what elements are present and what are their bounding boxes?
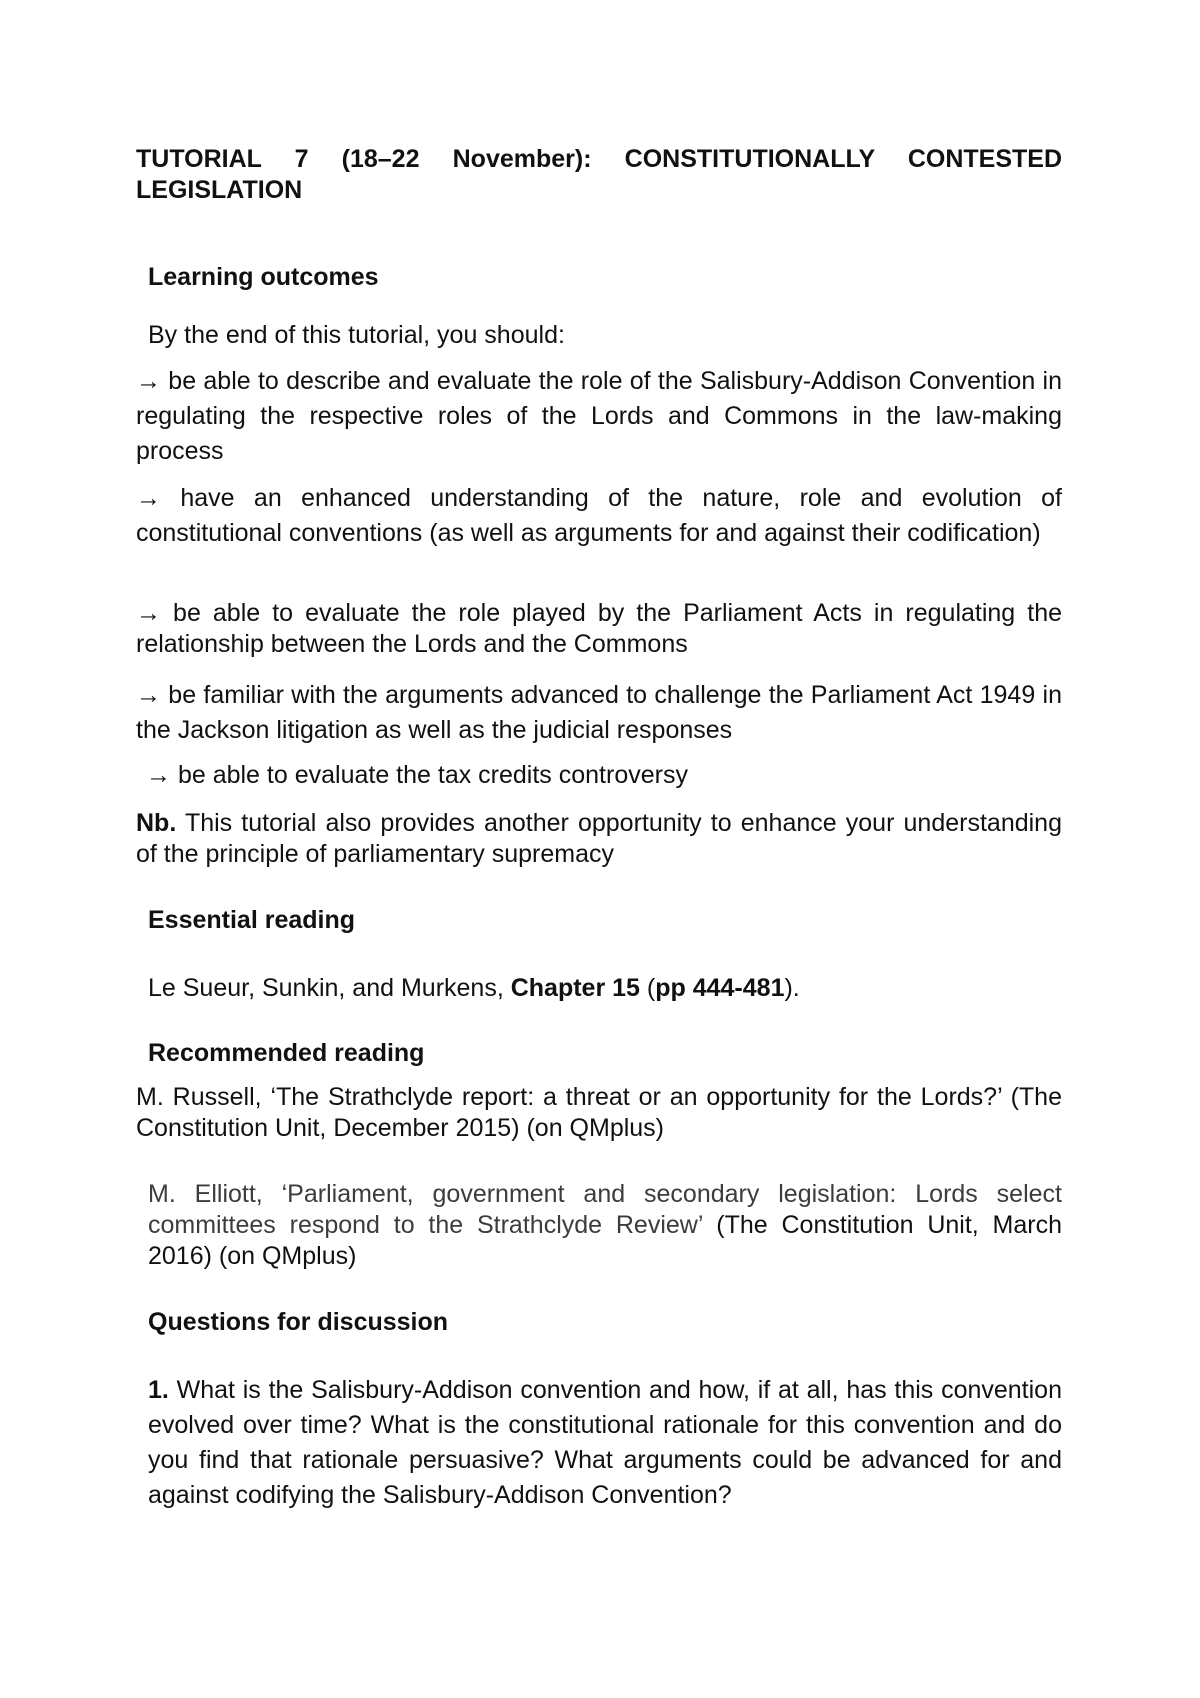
learning-outcome-item: → be able to describe and evaluate the role of the Salisbury-Addison Convention in regulating the respective roles of the Lords and Commons in the law-making process (136, 367, 1062, 465)
note-paragraph (136, 808, 1062, 870)
question-item (148, 1373, 1062, 1513)
note-text: This tutorial also provides another opportunity to enhance your understanding of the principle of parliamentary supremacy (136, 809, 1062, 868)
essential-reading-heading: Essential reading (148, 906, 356, 934)
recommended-reading-item: M. Russell, ‘The Strathclyde report: a threat or an opportunity for the Lords?’ (The Constitution Unit, December 2015) (on QMplus) (136, 1083, 1062, 1142)
recommended-reading-item (148, 1179, 1062, 1272)
learning-outcome-item: → be able to evaluate the tax credits controversy (146, 761, 688, 789)
recommended-reading-heading: Recommended reading (148, 1039, 425, 1067)
learning-outcomes-heading: Learning outcomes (148, 263, 379, 291)
learning-outcome-item: → be able to evaluate the role played by the Parliament Acts in regulating the relationship between the Lords and the Commons (136, 599, 1062, 658)
essential-reading-open: ( (639, 974, 656, 1002)
learning-outcome-item: → be familiar with the arguments advanced to challenge the Parliament Act 1949 in the Jackson litigation as well as the judicial responses (136, 681, 1062, 744)
essential-reading-chapter: Chapter 15 (510, 974, 640, 1002)
note-label: Nb. (136, 809, 177, 837)
learning-outcome-item: → have an enhanced understanding of the nature, role and evolution of constitutional conventions (as well as arguments for and against their codification) (136, 484, 1062, 547)
elliott-title: M. Elliott, ‘Parliament, government and secondary legislation: Lords select committees respond to the Strathclyde Review’ (148, 1180, 1062, 1239)
question-text: What is the Salisbury-Addison convention and how, if at all, has this convention evolved over time? What is the constitutional rationale for this convention and do you find that rationale persuasive? What arguments could be advanced for and against codifying the Salisbury-Addison Convention? (148, 1376, 1062, 1509)
essential-reading-item (148, 973, 1062, 1004)
essential-reading-close: ). (784, 974, 800, 1002)
essential-reading-pages: pp 444-481 (655, 974, 785, 1002)
questions-heading: Questions for discussion (148, 1308, 449, 1336)
page-title: TUTORIAL 7 (18–22 November): CONSTITUTIONALLY CONTESTED LEGISLATION (136, 145, 1062, 204)
elliott-source: (The Constitution Unit, March 2016) (on QMplus) (148, 1211, 1062, 1270)
learning-outcomes-intro: By the end of this tutorial, you should: (148, 321, 565, 349)
essential-reading-authors: Le Sueur, Sunkin, and Murkens, (148, 974, 511, 1002)
question-number: 1. (148, 1376, 169, 1404)
